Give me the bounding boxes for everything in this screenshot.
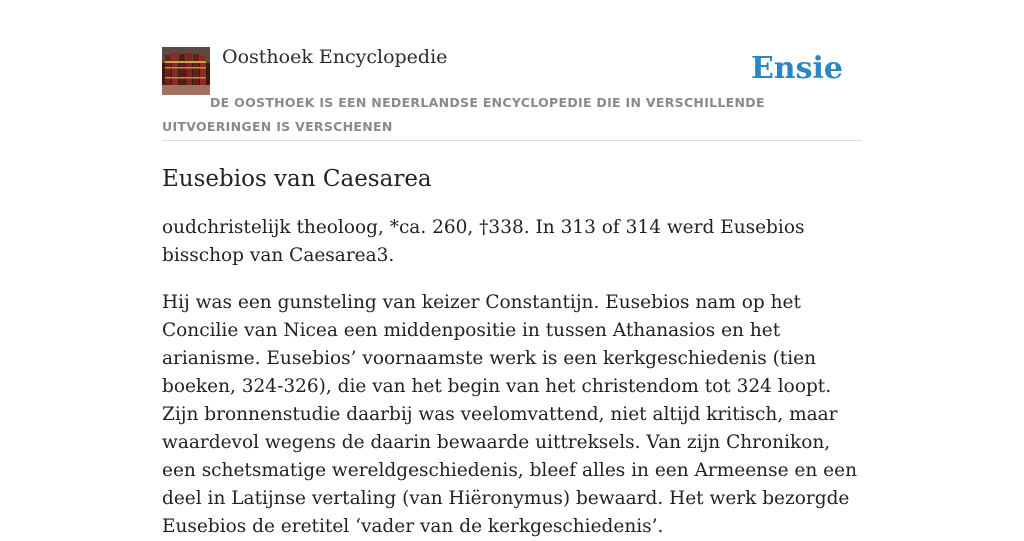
article — [162, 160, 862, 541]
book-spines-icon[interactable] — [162, 47, 210, 95]
brand-logo[interactable]: Ensie — [750, 51, 843, 86]
source-title[interactable]: Oosthoek Encyclopedie — [222, 46, 448, 68]
source-tagline: DE OOSTHOEK IS EEN NEDERLANDSE ENCYCLOPEDIE DIE IN VERSCHILLENDE UITVOERINGEN IS VERSCHENEN — [162, 95, 765, 134]
article-paragraph: oudchristelijk theoloog, *ca. 260, †338. In 313 of 314 werd Eusebios bisschop van Caesarea3. — [162, 217, 805, 266]
source-header — [162, 45, 862, 141]
article-paragraph: Hij was een gunsteling van keizer Constantijn. Eusebios nam op het Concilie van Nicea een middenpositie in tussen Athanasios en het arianisme. Eusebios’ voornaamste werk is een kerkgeschiedenis (tien boeken, 324-326), die van het begin van het christendom tot 324 loopt. Zijn bronnenstudie daarbij was veelomvattend, niet altijd kritisch, maar waardevol wegens de daarin bewaarde uittreksels. Van zijn Chronikon, een schetsmatige wereldgeschiedenis, bleef alles in een Armeense en een deel in Latijnse vertaling (van Hiëronymus) bewaard. Het werk bezorgde Eusebios de eretitel ‘vader van de kerkgeschiedenis’. — [162, 292, 857, 537]
article-title: Eusebios van Caesarea — [162, 166, 432, 192]
